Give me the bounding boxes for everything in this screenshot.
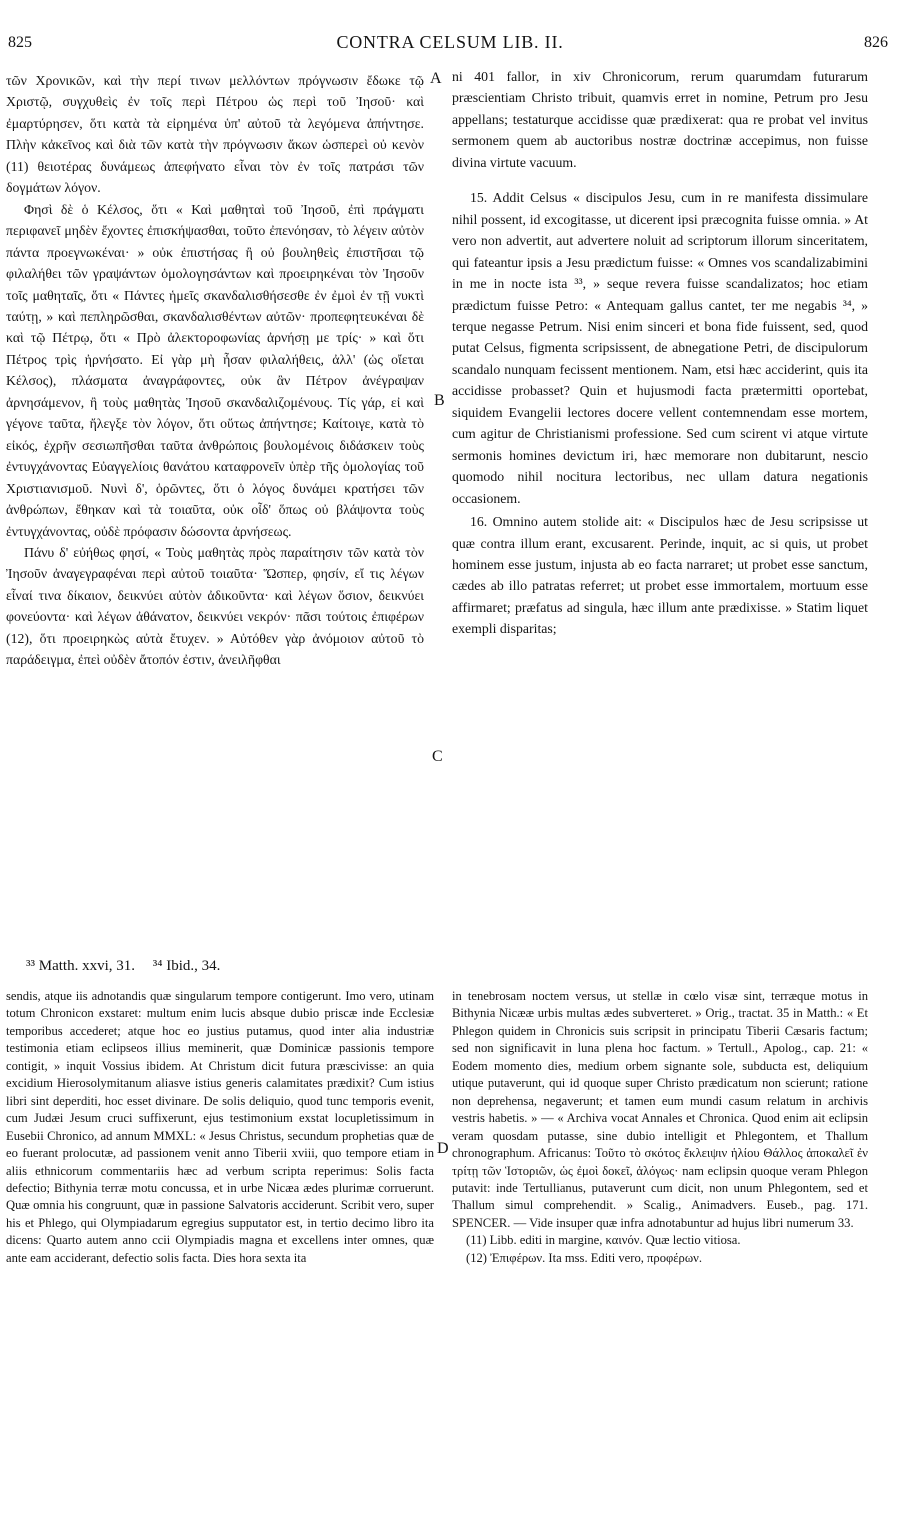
scripture-note: ³⁴ Ibid., 34. [152, 958, 221, 974]
annotation-column-left [6, 988, 434, 1267]
scripture-note: ³³ Matth. xxvi, 31. [26, 958, 135, 974]
latin-paragraph: ni 401 fallor, in xiv Chronicorum, rerum quarumdam futurarum præscientiam Christo tribuit, quamvis erret in nomine, Petrum pro Jesu appellans; testaturque accidisse quæ prædixerat: qua re probat vel invitus sermonem quem ab auctoribus nostræ doctrinæ accepimus, non fuisse divina virtute vacuum. [452, 69, 868, 170]
greek-paragraph: Πάνυ δ' εὐήθως φησί, « Τοὺς μαθητὰς πρὸς παραίτησιν τῶν κατὰ τὸν Ἰησοῦν ἀναγεγραφέναι περὶ αὐτοῦ τοιαῦτα· Ὥσπερ, φησίν, εἴ τις λέγων εἶναί τινα δίκαιον, δεικνύει αὐτὸν ἀδικοῦντα· καὶ λέγων ὅσιον, δεικνύει φονεύοντα· καὶ λέγων ἀθάνατον, δεικνύει νεκρόν· πᾶσι τούτοις ἐπιφέρων (12), ὅτι προειρηκὼς αὐτὰ ἔτυχεν. » Αὐτόθεν γὰρ ἀνόμοιον αὐτοῦ τὸ παράδειγμα, ἐπεὶ οὐδὲν ἄτοπόν ἐστιν, ἀνειλῆφθαι [6, 544, 424, 668]
page-number-left: 825 [8, 34, 32, 51]
scripture-footnotes [26, 958, 234, 975]
annotation-paragraph: in tenebrosam noctem versus, ut stellæ in cœlo visæ sint, terræque motus in Bithynia Nicææ urbis multas ædes subverteret. » Orig., tractat. 35 in Matth.: « Et Phlegon quidem in Chronicis suis scripsit in principatu Tiberii Cæsaris factum; sed non significavit in luna plena hoc factum. » Tertull., Apolog., cap. 21: « Eodem momento dies, medium orbem signante sole, subducta est, deliquium utique putaverunt, qui id quoque super Christo prædicatum non scierunt; ratione non deprehensa, negaverunt; et tamen eum mundi casum relatum in archivis vestris habetis. » — « Archiva vocat Annales et Chronica. Quod enim ait eclipsin veram quosdam putasse, sine dubio intelligit et Phlegontem, et Thallum chronographum. Africanus: Τοῦτο τὸ σκότος ἔκλειψιν ἡλίου Θάλλος ἀποκαλεῖ ἐν τρίτῃ τῶν Ἱστοριῶν, ὡς ἐμοὶ δοκεῖ, ἀλόγως· nam eclipsin quoque veram Phlegon putavit: inde Tertullianus, putaverunt cum dicit, non unum Phlegontem, sed et Thallum simul comprehendit. » Scalig., Animadvers. Euseb., pag. 171. SPENCER. — Vide insuper quæ infra adnotabuntur ad hujus libri numerum 33. [452, 989, 868, 1230]
running-title: CONTRA CELSUM LIB. II. [336, 32, 564, 52]
margin-marker-b: B [434, 392, 445, 409]
latin-text-column [452, 66, 868, 640]
annotation-note: (11) Libb. editi in margine, καινόν. Quæ lectio vitiosa. [466, 1233, 741, 1248]
annotation-paragraph: sendis, atque iis adnotandis quæ singularum tempore contigerunt. Imo vero, utinam totum Chronicon exstaret: multum enim lucis absque dubio priscæ inde Ecclesiæ temporibus accederet; atque hoc eo justius putamus, quod inter alia industriæ testimonia etiam eclipseos illius meminerit, quæ Dominicæ passionis tempore contigit, » inquit Vossius ibidem. At Christum dicit futura præscivisse: an quia excidium Hierosolymitanum aliasve istius generis calamitates prædixit? Cum istius libri sint deperditi, hoc esset divinare. De solis deliquio, quod tunc temporis evenit, cum Judæi Jesum cruci suffixerunt, ejus testimonium exstat locupletissimum in Eusebii Chronico, ad annum MMXL: « Jesus Christus, secundum prophetias quæ de eo fuerant prolocutæ, ad passionem venit anno Tiberii xviii, quo tempore etiam in aliis ethnicorum commentariis hæc ad verbum scripta reperimus: Solis facta defectio; Bithynia terræ motu concussa, et in urbe Nicæa ædes plurimæ corruerunt. Quæ omnia his congruunt, quæ in passione Salvatoris acciderunt. Scribit vero, super his et Phlego, qui Olympiadarum egregius supputator est, in tertio decimo libro ita dicens: Quarto autem anno ccii Olympiadis magna et excellens inter omnes, quæ ante eam acciderant, defectio solis facta. Dies hora sexta ita [6, 989, 434, 1265]
margin-marker-a: A [430, 70, 442, 87]
latin-paragraph: 16. Omnino autem stolide ait: « Discipulos hæc de Jesu scripsisse ut quæ contra illum erant, excusarent. Perinde, inquit, ac si quis, ut probet hominem esse justum, injusta ab eo facta narraret; ut probet esse sanctum, cædes ab illo patratas referret; ut probet esse immortalem, mortuum esse affirmaret; præfatus ad singula, hæc illum ante prædixisse. » Statim liquet exempli disparitas; [452, 514, 868, 637]
page-number-right: 826 [864, 34, 888, 51]
margin-marker-d: D [437, 1140, 449, 1157]
annotation-column-right [452, 988, 868, 1267]
latin-paragraph: 15. Addit Celsus « discipulos Jesu, cum in re manifesta dissimulare nihil possent, id excogitasse, ut dicerent ipsi præcognita fuisse omnia. » At vero non advertit, aut advertere noluit ad scriptorum illorum sinceritatem, qui fateantur ipsis a Jesu prædictum fuisse: « Omnes vos scandalizabimini in me in nocte ista ³³, » seque revera fuisse scandalizatos; hoc etiam prædictum fuisse Petro: « Antequam gallus cantet, ter me negabis ³⁴, » terque negasse Petrum. Nisi enim sinceri et bona fide fuissent, sed, quod putat Celsus, figmenta scripsissent, de abnegatione Petri, de discipulorum scandalo nunquam fecissent mentionem. Nam, etsi hæc acciderint, quis ita accidisse probasset? Quin et hujusmodi facta prætermitti oportebat, siquidem Evangelii lectores docere vellent contemnendam esse mortem, cum agitur de Christianismi professione. Sed cum scirent vi atque virtute sermonis homines devictum iri, hæc memorare non dubitarunt, nescio quomodo nihil nocitura lectoribus, nec ullam datura negationis occasionem. [452, 190, 868, 506]
margin-marker-c: C [432, 748, 443, 765]
greek-paragraph: τῶν Χρονικῶν, καὶ τὴν περί τινων μελλόντων πρόγνωσιν ἔδωκε τῷ Χριστῷ, συγχυθεὶς ἐν τοῖς περὶ Πέτρου ὡς περὶ τοῦ Ἰησοῦ· καὶ ἐμαρτύρησεν, ὅτι κατὰ τὰ εἰρημένα ὑπ' αὐτοῦ τὰ λεγόμενα ἀπήντησε. Πλὴν κἀκεῖνος καὶ διὰ τῶν κατὰ τὴν πρόγνωσιν ἄκων ὡσπερεὶ οὐ κενὸν (11) θειοτέρας δυνάμεως ἀπεφήνατο εἶναι τὸν ἐν τοῖς πατράσι τῶν δογμάτων λόγον. [6, 73, 424, 196]
greek-paragraph: Φησὶ δὲ ὁ Κέλσος, ὅτι « Καὶ μαθηταὶ τοῦ Ἰησοῦ, ἐπὶ πράγματι περιφανεῖ μηδὲν ἔχοντες ἐπισκήψασθαι, τοῦτο ἐπενόησαν, τὸ λέγειν αὐτὸν πάντα προεγνωκέναι· » οὐκ ἐπιστήσας ἢ οὐ βουληθεὶς ἐπιστῆσαι τῷ φιλαλήθει τῶν γραψάντων ὁμολογησάντων καὶ προειρηκέναι τὸν Ἰησοῦν τοῖς μαθηταῖς, ὅτι « Πάντες ἡμεῖς σκανδαλισθήσεσθε ἐν ἐμοὶ ἐν τῇ νυκτὶ ταύτῃ, » καὶ πεπληρῶσθαι, σκανδαλισθέντων αὐτῶν· προπεφητευκέναι δὲ καὶ τῷ Πέτρῳ, ὅτι « Πρὸ ἀλεκτοροφωνίας ἀρνήσῃ με τρίς· » καὶ ὅτι Πέτρος τρὶς ἠρνήσατο. Εἰ γὰρ μὴ ἦσαν φιλαλήθεις, ἀλλ' (ὡς οἴεται Κέλσος), πλάσματα ἀναγράφοντες, οὐκ ἂν Πέτρον ἀνέγραψαν ἀρνησάμενον, ἢ τοὺς μαθητὰς Ἰησοῦ σκανδαλιζομένους. Τίς γάρ, εἰ καὶ γέγονε ταῦτα, ἤλεγξε τὸν λόγον, ὅτι οὕτως ἀπήντησε; Καίτοιγε, κατὰ τὸ εἰκός, ἐχρῆν σεσιωπῆσθαι ταῦτα ἀνθρώποις βουλομένοις διδάσκειν τοὺς ἐντυγχάνοντας Εὐαγγελίοις θανάτου καταφρονεῖν ὑπὲρ τῆς ὁμολογίας τοῦ Χριστιανισμοῦ. Νυνὶ δ', ὁρῶντες, ὅτι ὁ λόγος δυνάμει κρατήσει τῶν ἀνθρώπων, ἔθηκαν καὶ τὰ τοιαῦτα, οὐκ οἶδ' ὅπως οὐ βλάψοντα τοὺς ἐντυγχάνοντας, οὐδὲ πρόφασιν δώσοντα ἀρνήσεως. [6, 201, 424, 539]
greek-text-column [6, 70, 424, 671]
annotation-note: (12) Ἐπιφέρων. Ita mss. Editi vero, προφέρων. [466, 1250, 702, 1265]
running-header [0, 12, 900, 52]
